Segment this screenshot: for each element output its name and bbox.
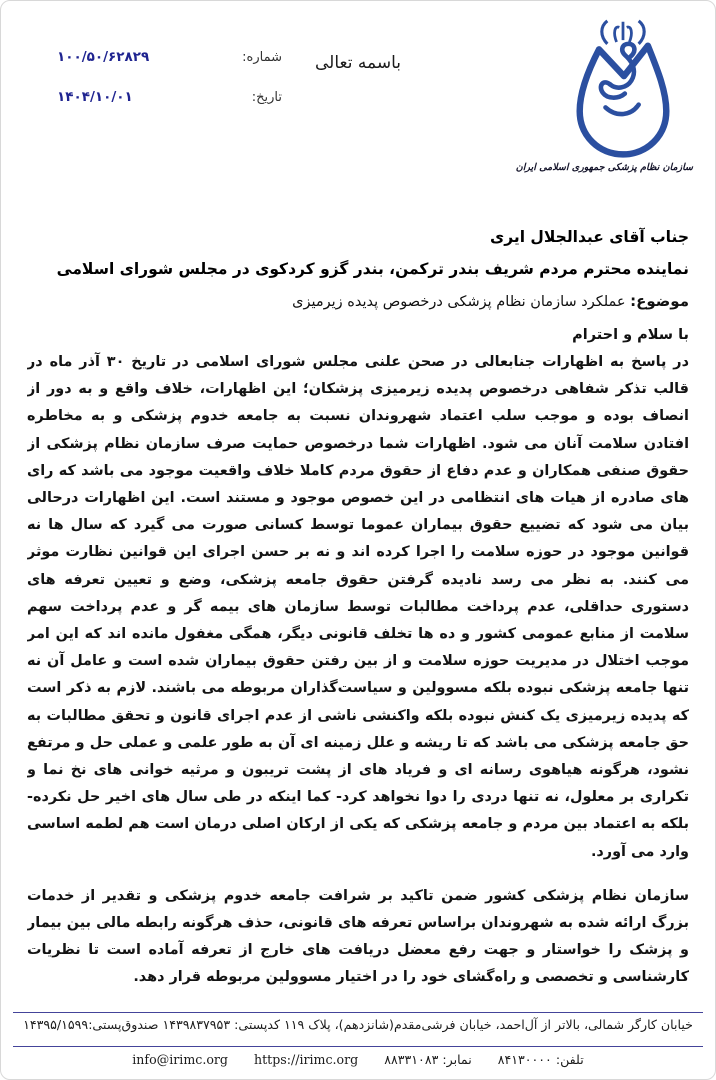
email-link[interactable]: info@irimc.org bbox=[132, 1052, 228, 1067]
letter-date-row bbox=[57, 89, 282, 105]
letter-body bbox=[27, 221, 689, 1003]
website-link[interactable]: https://irimc.org bbox=[254, 1052, 359, 1067]
subject-text: عملکرد سازمان نظام پزشکی درخصوص پدیده زیرمیزی bbox=[292, 294, 631, 310]
recipient-name: جناب آقای عبدالجلال ایری bbox=[490, 228, 689, 246]
footer-address: خیابان کارگر شمالی، بالاتر از آل‌احمد، خیابان فرشی‌مقدم(شانزدهم)، پلاک ۱۱۹ کدپستی: ۱۴۳۹۸۳۷۹۵۳ صندوق‌پستی:۱۴۳۹۵/۱۵۹۹ bbox=[23, 1017, 693, 1032]
phone-value: ۸۴۱۳۰۰۰۰ bbox=[497, 1052, 552, 1067]
footer-contacts bbox=[13, 1052, 703, 1067]
number-label: شماره: bbox=[242, 50, 282, 65]
org-name-calligraphy: سازمان نظام پزشکی جمهوری اسلامی ایران bbox=[515, 162, 693, 173]
date-label: تاریخ: bbox=[251, 90, 282, 105]
date-value: ۱۴۰۴/۱۰/۰۱ bbox=[57, 89, 133, 105]
fax-value: ۸۸۳۳۱۰۸۳ bbox=[384, 1052, 439, 1067]
recipient-title: نماینده محترم مردم شریف بندر ترکمن، بندر گزو کردکوی در مجلس شورای اسلامی bbox=[56, 260, 689, 278]
subject-line bbox=[27, 285, 689, 318]
letter-meta bbox=[57, 49, 282, 129]
irimc-logo-icon bbox=[572, 19, 674, 159]
letter-number-row bbox=[57, 49, 282, 65]
salutation: با سلام و احترام bbox=[572, 327, 689, 343]
phone-label: تلفن: bbox=[555, 1052, 584, 1067]
bismillah-text: باسمه تعالی bbox=[315, 53, 401, 73]
phone bbox=[498, 1052, 584, 1067]
number-value: ۱۰۰/۵۰/۶۲۸۲۹ bbox=[57, 49, 150, 65]
footer-divider-bottom bbox=[13, 1046, 703, 1047]
org-letterhead bbox=[515, 19, 693, 173]
body-paragraph-2: سازمان نظام پزشکی کشور ضمن تاکید بر شرافت جامعه خدوم پزشکی و تقدیر از خدمات بزرگ ارائه شده به شهروندان براساس تعرفه های قانونی، حذف هرگونه رابطه مالی بین بیمار و پزشک را خواستار و جهت رفع معضل دریافت های خارج از تعرفه آماده است تا نظریات کارشناسی و تخصصی و راه‌گشای خود را در اختیار مسوولین مربوطه قرار دهد. bbox=[27, 887, 689, 986]
footer-divider-top bbox=[13, 1012, 703, 1013]
body-paragraph-1: در پاسخ به اظهارات جنابعالی در صحن علنی مجلس شورای اسلامی در تاریخ ۳۰ آذر ماه در قالب تذکر شفاهی درخصوص پدیده زیرمیزی پزشکان؛ این اظهارات، خلاف واقع و به دور از انصاف بوده و موجب سلب اعتماد شهروندان نسبت به جامعه خدوم پزشکی و به مخاطره افتادن سلامت آنان می شود. اظهارات شما درخصوص حمایت صرف سازمان نظام پزشکی از حقوق صنفی همکاران و عدم دفاع از حقوق مردم کاملا خلاف واقعیت موجود می باشد که رای های صادره از هیات های انتظامی در این خصوص موجود و مستند است. این اظهارات درحالی بیان می شود که تضییع حقوق بیماران عموما توسط کسانی صورت می گیرد که سال ها نه قوانین موجود در حوزه سلامت را اجرا کرده اند و نه بر حسن اجرای این قوانین نظارت موثر می کنند. به نظر می رسد نادیده گرفتن حقوق جامعه پزشکی، وضع و تعیین تعرفه های دستوری حداقلی، عدم پرداخت مطالبات توسط سازمان های بیمه گر و عدم پرداخت سهم سلامت از منابع عمومی کشور و ده ها تخلف قانونی دیگر، همگی مغفول مانده اند که این امر موجب اختلال در مدیریت حوزه سلامت و از بین رفتن حقوق بیماران شده است و عامل آن نه تنها جامعه پزشکی نبوده بلکه مسوولین و سیاست‌گذاران مربوطه می باشند. لازم به ذکر است که پدیده زیرمیزی یک کنش نبوده بلکه واکنشی ناشی از عدم اجرای قانون و تحقق مطالبات به حق جامعه پزشکی می باشد که تا ریشه و علل زمینه ای آن به طور علمی و عملی حل و مرتفع نشود، هرگونه هیاهوی رسانه ای و فریاد های از پشت تریبون و مرثیه خوانی های نخ نما و تکراری بر معلول، نه تنها دردی را دوا نخواهد کرد- کما اینکه در طی سال های اخیر حل نکرده- بلکه به اعتماد بین مردم و جامعه پزشکی که یکی از ارکان اصلی درمان است هم لطمه اساسی وارد می آورد. bbox=[27, 354, 689, 860]
subject-label: موضوع: bbox=[630, 292, 689, 310]
fax-label: نمابر: bbox=[442, 1052, 472, 1067]
fax bbox=[384, 1052, 471, 1067]
